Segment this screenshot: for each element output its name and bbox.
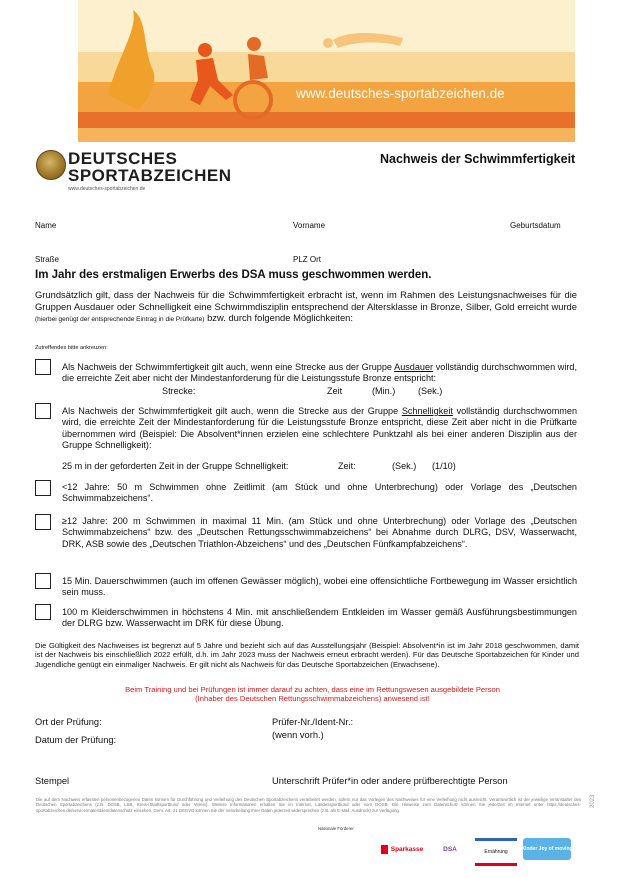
option1-zeit: Zeit: [327, 386, 343, 396]
strasse-label: Straße: [35, 255, 60, 264]
dsa-partner-logo: [435, 838, 465, 860]
option5-text: 15 Min. Dauerschwimmen (auch im offenen Gewässer möglich), wobei eine offensichtliche Fortbewegung im Wasser ersichtlich sein muss.: [62, 576, 577, 598]
option1-min: (Min.): [372, 386, 396, 396]
intro-end: bzw. durch folgende Möglichkeiten:: [207, 312, 353, 324]
option4-text: ≥12 Jahre: 200 m Schwimmen in maximal 11 Min. (am Stück und ohne Unterbrechung) oder Vorlage des „Deutschen Schwimmabzeichens“ bzw. des „Deutschen Rettungsschwimmabzeichens“ bei Abnahme durch DLRG, DSV, Wasserwacht, DRK, ASB sowie des „Deutschen Triathlon-Abzeichens“ und des „Deutschen Fünfkampfabzeichens“.: [62, 516, 577, 549]
option6-text: 100 m Kleiderschwimmen in höchstens 4 Min. mit anschließendem Entkleiden im Wasser gemäß Ausführungsbestimmungen der DLRG bzw. Wasserwacht im DRK für diese Übung.: [62, 607, 577, 629]
logo-line1: DEUTSCHES: [68, 149, 178, 168]
stempel-label: Stempel: [35, 776, 70, 786]
option2-checkbox[interactable]: [35, 403, 51, 419]
sparkasse-logo: [372, 838, 432, 860]
option1-checkbox[interactable]: [35, 359, 51, 375]
headline: Im Jahr des erstmaligen Erwerbs des DSA muss geschwommen werden.: [35, 269, 432, 281]
option2-sek: (Sek.): [392, 461, 417, 471]
option2-frac: (1/10): [432, 461, 456, 471]
option1-sek: (Sek.): [418, 386, 443, 396]
option2-post: vollständig durchschwommen wird, die erreichte Zeit der Mindestanforderung für die Leistungsstufe Bronze entspricht, diese Zeit aber nicht in die Prüfkarte übernommen wird (Beispiel: Die Absolvent*innen erzielen eine schlechtere Punktzahl als bei einer anderen Disziplin aus der Gruppe Schnelligkeit):: [62, 406, 577, 451]
logo-subline: www.deutsches-sportabzeichen.de: [68, 186, 146, 192]
logo-line2: SPORTABZEICHEN: [68, 166, 232, 185]
option2-group: Schnelligkeit: [401, 406, 453, 416]
sparkasse-name: Sparkasse: [390, 845, 424, 853]
option2-zeit: Zeit:: [338, 461, 356, 471]
header-banner: [78, 0, 575, 142]
intro-small-note: (hierbei genügt der entsprechende Eintrag in die Prüfkarte): [35, 316, 205, 324]
nutrition-partner-logo: [475, 838, 517, 866]
safety-warning: Beim Training und bei Prüfungen ist immer darauf zu achten, dass eine im Rettungswesen ausgebildete Person (Inhaber des Deutschen Rettungsschwimmabzeichens) anwesend ist!: [125, 685, 500, 704]
ort-label: Ort der Prüfung:: [35, 717, 102, 727]
privacy-fineprint: Die auf dem Nachweis erfassten personenbezogenen Daten können für Durchführung und Verleihung des Deutschen Sportabzeichens verarbeitet werden, sofern nur das Vorlegen des Nachweises für eine Verleihung nicht ausreicht. Verantwortlich ist der jeweilige Veranstalter des Deutschen Sportabzeichens (z.B. DOSB, LSB, Kreis-/Stadtsportbund oder Verein). Weitere Informationen erhalten Sie im Internet, Landessportbund oder vom DOSB. Die Hinweise zum Datenschutz können Sie jederzeit im Internet unter https://deutsches-sportabzeichen.de/service/materialien/datenschutz einsehen. Gem. Art. 21 DSGVO können Sie der Verarbeitung Ihrer Daten jederzeit widersprechen (z.B. als E-Mail, Ausdruck) zur Verfügung.: [36, 797, 581, 813]
option2-text: [62, 406, 577, 452]
unterschrift-label: Unterschrift Prüfer*in oder andere prüfberechtigte Person: [272, 776, 508, 786]
sportabzeichen-seal-icon: [36, 150, 66, 180]
kinder-joy-logo: [523, 838, 571, 860]
plz-ort-label: PLZ Ort: [293, 255, 322, 264]
partners-label: Nationale Förderer: [318, 826, 354, 831]
document-title: Nachweis der Schwimmfertigkeit: [380, 152, 576, 166]
option2-line: 25 m in der geforderten Zeit in der Gruppe Schnelligkeit:: [62, 461, 289, 471]
validity-note: Die Gültigkeit des Nachweises ist begrenzt auf 5 Jahre und bezieht sich auf das Ausstellungsjahr (Beispiel: Absolvent*in ist im Jahr 2018 geschwommen, damit ist der Nachweis bis einschließlich 2022 erfüllt, d.h. im Jahr 2023 muss der Nachweis erneut erbracht werden). Für das Deutsche Sportabzeichen für Kinder und Jugendliche genügt ein einmaliger Nachweis. Er gilt nicht als Nachweis für das Deutsche Sportabzeichen (Erwachsene).: [35, 641, 579, 669]
kinder-joy-name: Kinder Joy of moving: [521, 846, 573, 852]
option1-group: Ausdauer: [394, 362, 434, 372]
intro-text: Grundsätzlich gilt, dass der Nachweis für die Schwimmfertigkeit erbracht ist, wenn im Rahmen des Leistungsnachweises für die Gruppen Ausdauer oder Schnelligkeit eine Schwimmdisziplin entsprechend der Altersklasse in Bronze, Silber, Gold erreicht wurde: [35, 289, 577, 312]
pruefer-note: (wenn vorh.): [272, 730, 324, 740]
dsa-partner-name: DSA: [443, 845, 457, 853]
athletes-illustration: [78, 0, 575, 142]
option1-strecke: Strecke:: [162, 386, 196, 396]
tick-hint: Zutreffendes bitte ankreuzen:: [35, 345, 108, 351]
nutrition-partner-name: Ernährung: [484, 849, 508, 855]
option1-text: [62, 362, 577, 385]
option1-post: vollständig durchschwommen wird, die erreichte Zeit aber nicht der Mindestanforderung für die Leistungsstufe Bronze entspricht:: [62, 362, 577, 384]
option3-text: <12 Jahre: 50 m Schwimmen ohne Zeitlimit (am Stück und ohne Unterbrechung) oder Vorlage des „Deutschen Schwimmabzeichens“.: [62, 482, 577, 504]
option6-checkbox[interactable]: [35, 604, 51, 620]
geburtsdatum-label: Geburtsdatum: [510, 221, 561, 230]
option5-checkbox[interactable]: [35, 573, 51, 589]
option1-pre: Als Nachweis der Schwimmfertigkeit gilt auch, wenn eine Strecke aus der Gruppe: [62, 362, 392, 372]
datum-label: Datum der Prüfung:: [35, 735, 117, 745]
intro-paragraph: [35, 289, 577, 326]
option2-pre: Als Nachweis der Schwimmfertigkeit gilt auch, wenn die Strecke aus der Gruppe: [62, 406, 399, 416]
pruefer-label: Prüfer-Nr./Ident-Nr.:: [272, 717, 354, 727]
edition-year: 2023: [590, 794, 596, 808]
vorname-label: Vorname: [293, 221, 326, 230]
name-label: Name: [35, 221, 57, 230]
banner-url[interactable]: www.deutsches-sportabzeichen.de: [296, 86, 505, 101]
option4-checkbox[interactable]: [35, 514, 51, 530]
sparkasse-s-icon: [381, 845, 388, 854]
option3-checkbox[interactable]: [35, 480, 51, 496]
